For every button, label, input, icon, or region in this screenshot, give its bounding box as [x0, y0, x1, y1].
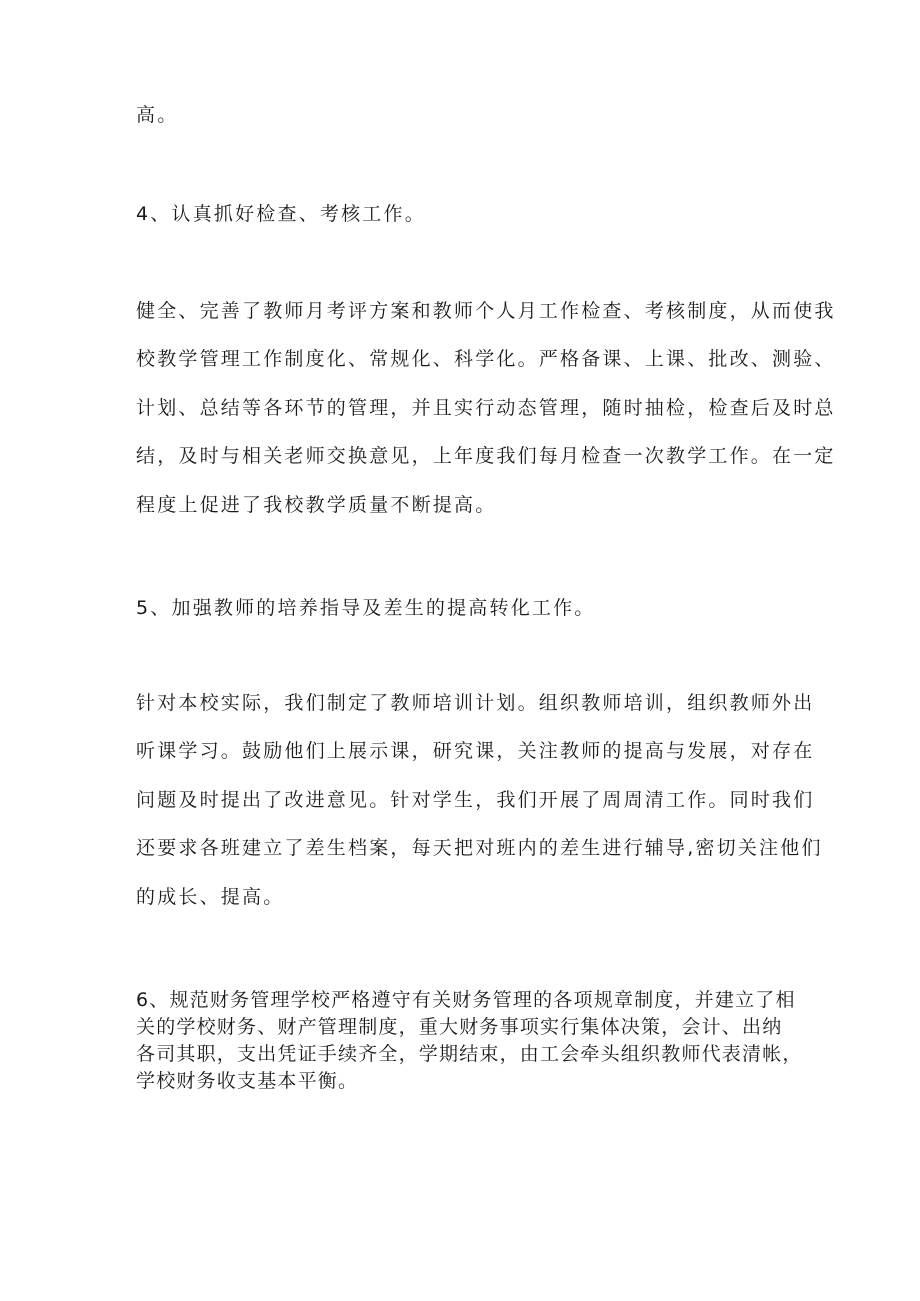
text-line: 计划、总结等各环节的管理，并且实行动态管理，随时抽检，检查后及时总	[136, 397, 836, 419]
text-line: 问题及时提出了改进意见。针对学生，我们开展了周周清工作。同时我们	[136, 789, 815, 811]
paragraph-fragment: 高。	[136, 104, 179, 126]
text-line: 校教学管理工作制度化、常规化、科学化。严格备课、上课、批改、测验、	[136, 348, 836, 370]
text-line: 听课学习。鼓励他们上展示课，研究课，关注教师的提高与发展，对存在	[136, 740, 815, 762]
text-line: 各司其职，支出凭证手续齐全，学期结束，由工会牵头组织教师代表清帐，	[136, 1043, 803, 1065]
text-line: 针对本校实际，我们制定了教师培训计划。组织教师培训，组织教师外出	[136, 692, 815, 714]
section-4-heading: 4、认真抓好检查、考核工作。	[136, 203, 426, 225]
text-line: 关的学校财务、财产管理制度，重大财务事项实行集体决策，会计、出纳	[136, 1016, 783, 1038]
text-line: 程度上促进了我校教学质量不断提高。	[136, 494, 497, 516]
text-line: 学校财务收支基本平衡。	[136, 1070, 359, 1092]
text-line: 的成长、提高。	[136, 886, 285, 908]
text-line: 还要求各班建立了差生档案，每天把对班内的差生进行辅导,密切关注他们	[136, 837, 823, 859]
text-line: 健全、完善了教师月考评方案和教师个人月工作检查、考核制度，从而使我	[136, 300, 836, 322]
section-5-heading: 5、加强教师的培养指导及差生的提高转化工作。	[136, 597, 596, 619]
text-line: 6、规范财务管理学校严格遵守有关财务管理的各项规章制度，并建立了相	[136, 989, 796, 1011]
text-line: 结，及时与相关老师交换意见，上年度我们每月检查一次教学工作。在一定	[136, 445, 836, 467]
